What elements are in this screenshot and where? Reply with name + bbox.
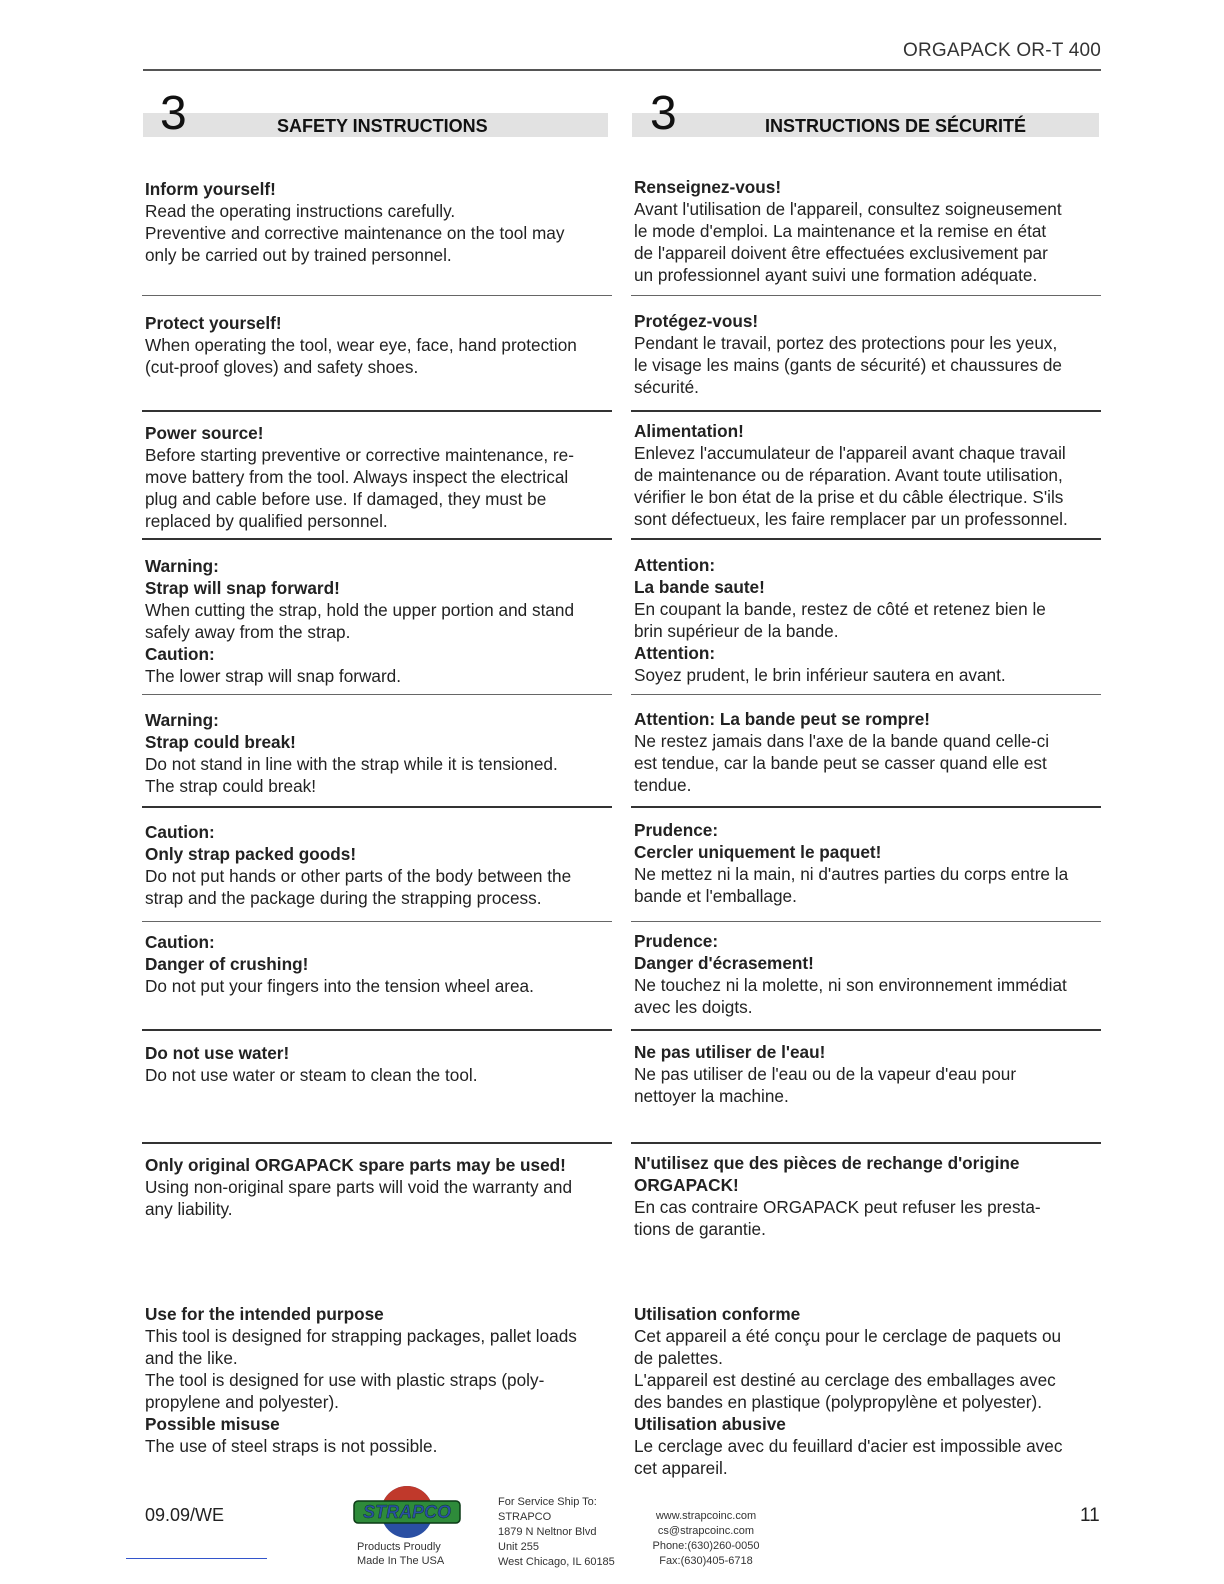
instruction-text: move battery from the tool. Always inspect the electrical — [145, 467, 569, 487]
instruction-text: Avant l'utilisation de l'appareil, consultez soigneusement — [634, 199, 1062, 219]
revision-code: 09.09/WE — [145, 1505, 225, 1525]
section-divider — [142, 806, 612, 808]
instruction-text: Read the operating instructions carefully. — [145, 201, 456, 221]
instruction-text: Pendant le travail, portez des protections pour les yeux, — [634, 333, 1058, 353]
instruction-block — [634, 1152, 1100, 1240]
instruction-text: The tool is designed for use with plastic straps (poly- — [145, 1370, 545, 1390]
instruction-block — [145, 1154, 611, 1220]
section-divider — [142, 1029, 612, 1031]
instruction-heading: Danger of crushing! — [145, 954, 309, 974]
instruction-text: This tool is designed for strapping packages, pallet loads — [145, 1326, 577, 1346]
instruction-heading: Possible misuse — [145, 1414, 280, 1434]
section-divider — [631, 694, 1101, 695]
instruction-text: The strap could break! — [145, 776, 317, 796]
instruction-block — [145, 1303, 611, 1457]
section-divider — [142, 694, 612, 695]
service-line: 1879 N Neltnor Blvd — [498, 1526, 597, 1538]
section-divider — [142, 921, 612, 922]
instruction-heading: Inform yourself! — [145, 179, 276, 199]
section-divider — [631, 806, 1101, 808]
instruction-text: de l'appareil doivent être effectuées exclusivement par — [634, 243, 1048, 263]
instruction-text: nettoyer la machine. — [634, 1086, 789, 1106]
instruction-text: safely away from the strap. — [145, 622, 351, 642]
instruction-heading: Renseignez-vous! — [634, 177, 782, 197]
instruction-block — [634, 819, 1100, 907]
instruction-text: le visage les mains (gants de sécurité) et chaussures de — [634, 355, 1062, 375]
instruction-text: tions de garantie. — [634, 1219, 766, 1239]
instruction-text: est tendue, car la bande peut se casser quand elle est — [634, 753, 1047, 773]
instruction-block — [145, 821, 611, 909]
section-number-fr: 3 — [650, 87, 677, 140]
instruction-text: Before starting preventive or corrective maintenance, re- — [145, 445, 574, 465]
instruction-text: Soyez prudent, le brin inférieur sautera en avant. — [634, 665, 1006, 685]
instruction-text: sont défectueux, les faire remplacer par un professonnel. — [634, 509, 1068, 529]
instruction-text: bande et l'emballage. — [634, 886, 797, 906]
section-title-fr: INSTRUCTIONS DE SÉCURITÉ — [765, 116, 1027, 136]
instruction-text: propylene and polyester). — [145, 1392, 339, 1412]
instruction-text: The lower strap will snap forward. — [145, 666, 401, 686]
logo-tagline — [357, 1540, 444, 1568]
instruction-heading: Attention: — [634, 643, 716, 663]
instruction-block — [145, 555, 611, 687]
instruction-text: des bandes en plastique (polypropylène et polyester). — [634, 1392, 1042, 1412]
contact-info — [648, 1509, 764, 1569]
instruction-text: le mode d'emploi. La maintenance et la remise en état — [634, 221, 1047, 241]
instruction-heading: Attention: La bande peut se rompre! — [634, 709, 931, 729]
tagline-line: Products Proudly — [357, 1541, 441, 1553]
instruction-block — [634, 708, 1100, 796]
section-divider — [631, 538, 1101, 540]
instruction-heading: Warning: — [145, 710, 219, 730]
instruction-text: de palettes. — [634, 1348, 723, 1368]
service-line: Unit 255 — [498, 1541, 539, 1553]
instruction-text: tendue. — [634, 775, 692, 795]
instruction-text: only be carried out by trained personnel. — [145, 245, 452, 265]
fax-number: Fax:(630)405-6718 — [659, 1555, 753, 1567]
instruction-text: Do not stand in line with the strap while it is tensioned. — [145, 754, 558, 774]
service-line: For Service Ship To: — [498, 1496, 597, 1508]
instruction-text: sécurité. — [634, 377, 699, 397]
instruction-heading: Caution: — [145, 644, 215, 664]
instruction-text: any liability. — [145, 1199, 233, 1219]
service-address — [498, 1495, 615, 1570]
instruction-heading: Strap could break! — [145, 732, 296, 752]
instruction-text: Ne touchez ni la molette, ni son environnement immédiat — [634, 975, 1067, 995]
instruction-block — [634, 176, 1100, 286]
instruction-block — [145, 1042, 611, 1086]
section-title-en: SAFETY INSTRUCTIONS — [277, 116, 488, 136]
section-divider — [142, 410, 612, 412]
instruction-text: (cut-proof gloves) and safety shoes. — [145, 357, 419, 377]
website-link[interactable]: www.strapcoinc.com — [655, 1510, 757, 1522]
section-divider — [631, 295, 1101, 296]
instruction-text: vérifier le bon état de la prise et du câble électrique. S'ils — [634, 487, 1064, 507]
instruction-text: Enlevez l'accumulateur de l'appareil avant chaque travail — [634, 443, 1066, 463]
section-number-en: 3 — [160, 87, 187, 140]
instruction-block — [634, 420, 1100, 530]
instruction-text: Do not put your fingers into the tension wheel area. — [145, 976, 534, 996]
instruction-heading: Utilisation abusive — [634, 1414, 786, 1434]
instruction-text: The use of steel straps is not possible. — [145, 1436, 438, 1456]
logo-wordmark: STRAPCO — [362, 1502, 452, 1522]
instruction-text: brin supérieur de la bande. — [634, 621, 839, 641]
instruction-heading: Alimentation! — [634, 421, 744, 441]
instruction-heading: Only original ORGAPACK spare parts may be used! — [145, 1155, 566, 1175]
page-footer — [0, 1490, 1224, 1584]
instruction-heading: Protect yourself! — [145, 313, 282, 333]
service-line: STRAPCO — [498, 1511, 552, 1523]
instruction-block — [145, 178, 611, 266]
instruction-heading: Ne pas utiliser de l'eau! — [634, 1042, 826, 1062]
instruction-heading: Strap will snap forward! — [145, 578, 340, 598]
email-link[interactable]: cs@strapcoinc.com — [657, 1525, 755, 1537]
instruction-text: Do not use water or steam to clean the tool. — [145, 1065, 478, 1085]
instruction-block — [634, 1041, 1100, 1107]
phone-number: Phone:(630)260-0050 — [652, 1540, 760, 1552]
instruction-text: replaced by qualified personnel. — [145, 511, 388, 531]
instruction-block — [145, 312, 611, 378]
instruction-heading: Prudence: — [634, 820, 719, 840]
footnote-rule — [126, 1558, 267, 1559]
instruction-heading: Caution: — [145, 932, 215, 952]
instruction-text: cet appareil. — [634, 1458, 728, 1478]
instruction-block — [145, 422, 611, 532]
instruction-text: Using non-original spare parts will void the warranty and — [145, 1177, 573, 1197]
instruction-text: Ne restez jamais dans l'axe de la bande quand celle-ci — [634, 731, 1050, 751]
instruction-heading: N'utilisez que des pièces de rechange d'origine — [634, 1153, 1020, 1173]
instruction-block — [634, 930, 1100, 1018]
section-divider — [631, 410, 1101, 412]
instruction-text: un professionnel ayant suivi une formation adéquate. — [634, 265, 1038, 285]
instruction-heading: Danger d'écrasement! — [634, 953, 814, 973]
instruction-heading: Power source! — [145, 423, 264, 443]
instruction-text: Cet appareil a été conçu pour le cerclage de paquets ou — [634, 1326, 1062, 1346]
instruction-heading: Do not use water! — [145, 1043, 290, 1063]
tagline-line: Made In The USA — [357, 1555, 445, 1567]
section-divider — [142, 538, 612, 540]
instruction-text: de maintenance ou de réparation. Avant toute utilisation, — [634, 465, 1063, 485]
instruction-heading: Prudence: — [634, 931, 719, 951]
instruction-text: Ne mettez ni la main, ni d'autres parties du corps entre la — [634, 864, 1069, 884]
instruction-text: strap and the package during the strapping process. — [145, 888, 542, 908]
section-divider — [631, 1142, 1101, 1144]
service-line: West Chicago, IL 60185 — [498, 1556, 615, 1568]
page-number: 11 — [1080, 1505, 1100, 1526]
instruction-text: L'appareil est destiné au cerclage des emballages avec — [634, 1370, 1056, 1390]
instruction-block — [145, 931, 611, 997]
instruction-block — [634, 1303, 1100, 1479]
instruction-text: When operating the tool, wear eye, face, hand protection — [145, 335, 577, 355]
instruction-heading: Warning: — [145, 556, 219, 576]
instruction-heading: Utilisation conforme — [634, 1304, 801, 1324]
section-divider — [142, 1142, 612, 1144]
section-divider — [631, 1029, 1101, 1031]
instruction-text: Preventive and corrective maintenance on the tool may — [145, 223, 565, 243]
instruction-text: When cutting the strap, hold the upper portion and stand — [145, 600, 575, 620]
instruction-block — [634, 554, 1100, 686]
instruction-text: Do not put hands or other parts of the body between the — [145, 866, 572, 886]
instruction-text: avec les doigts. — [634, 997, 753, 1017]
instruction-heading: Protégez-vous! — [634, 311, 759, 331]
section-divider — [631, 921, 1101, 922]
document-header-title: ORGAPACK OR-T 400 — [902, 40, 1101, 61]
instruction-text: En cas contraire ORGAPACK peut refuser les presta- — [634, 1197, 1041, 1217]
instruction-heading: Use for the intended purpose — [145, 1304, 384, 1324]
instruction-heading: Only strap packed goods! — [145, 844, 357, 864]
header-rule — [143, 69, 1101, 71]
instruction-text: plug and cable before use. If damaged, they must be — [145, 489, 547, 509]
instruction-heading: Attention: — [634, 555, 716, 575]
instruction-text: En coupant la bande, restez de côté et retenez bien le — [634, 599, 1046, 619]
instruction-heading: Cercler uniquement le paquet! — [634, 842, 882, 862]
strapco-logo — [352, 1484, 462, 1544]
instruction-heading: ORGAPACK! — [634, 1175, 739, 1195]
instruction-heading: La bande saute! — [634, 577, 765, 597]
instruction-heading: Caution: — [145, 822, 215, 842]
section-divider — [142, 295, 612, 296]
instruction-block — [145, 709, 611, 797]
instruction-block — [634, 310, 1100, 398]
instruction-text: Le cerclage avec du feuillard d'acier est impossible avec — [634, 1436, 1063, 1456]
instruction-text: Ne pas utiliser de l'eau ou de la vapeur d'eau pour — [634, 1064, 1017, 1084]
instruction-text: and the like. — [145, 1348, 238, 1368]
